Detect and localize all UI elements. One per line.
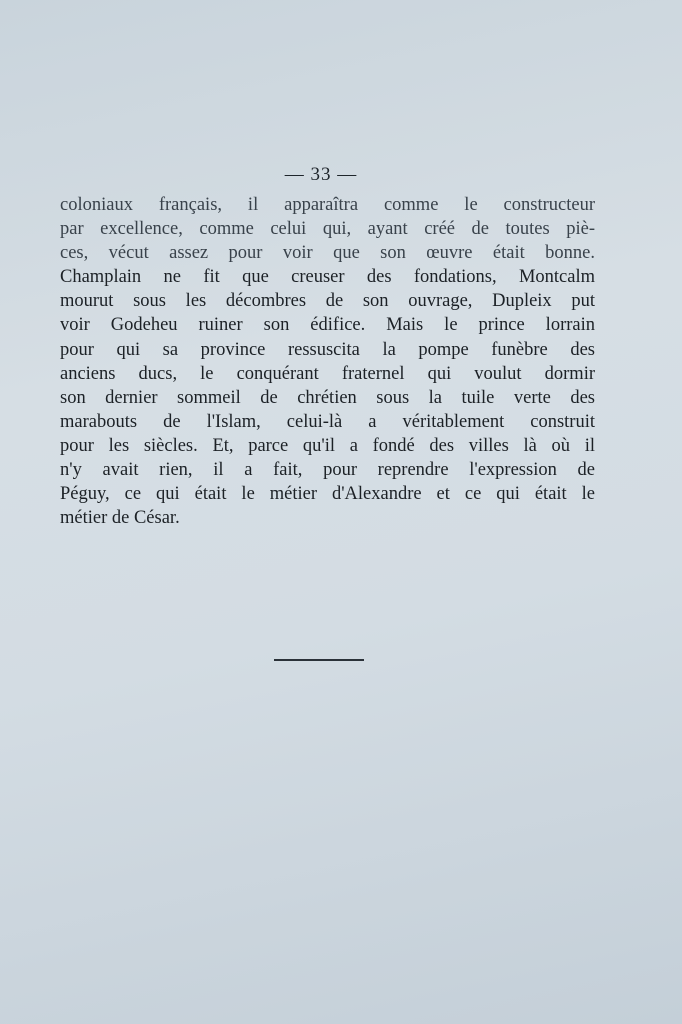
text-line-13: Péguy, ce qui était le métier d'Alexandre et ce qui était le — [60, 484, 595, 505]
text-line-4: Champlain ne fit que creuser des fondations, Montcalm — [60, 267, 595, 288]
text-line-8: anciens ducs, le conquérant fraternel qui voulut dormir — [60, 363, 595, 384]
text-line-10: marabouts de l'Islam, celui-là a véritablement construit — [60, 411, 595, 432]
text-line-2: par excellence, comme celui qui, ayant créé de toutes piè- — [60, 219, 595, 240]
text-line-14: métier de César. — [60, 508, 180, 529]
text-line-6: voir Godeheu ruiner son édifice. Mais le prince lorrain — [60, 315, 595, 336]
text-line-11: pour les siècles. Et, parce qu'il a fondé des villes là où il — [60, 435, 595, 456]
text-line-5: mourut sous les décombres de son ouvrage, Dupleix put — [60, 291, 595, 312]
page-number: — 33 — — [284, 164, 358, 185]
text-line-1: coloniaux français, il apparaîtra comme le constructeur — [60, 195, 595, 215]
text-line-9: son dernier sommeil de chrétien sous la tuile verte des — [60, 387, 595, 408]
text-line-12: n'y avait rien, il a fait, pour reprendre l'expression de — [60, 460, 595, 481]
text-line-3: ces, vécut assez pour voir que son œuvre était bonne. — [60, 243, 595, 264]
body-text — [60, 193, 595, 530]
end-rule-divider — [274, 659, 364, 661]
text-line-7: pour qui sa province ressuscita la pompe funèbre des — [60, 339, 595, 360]
